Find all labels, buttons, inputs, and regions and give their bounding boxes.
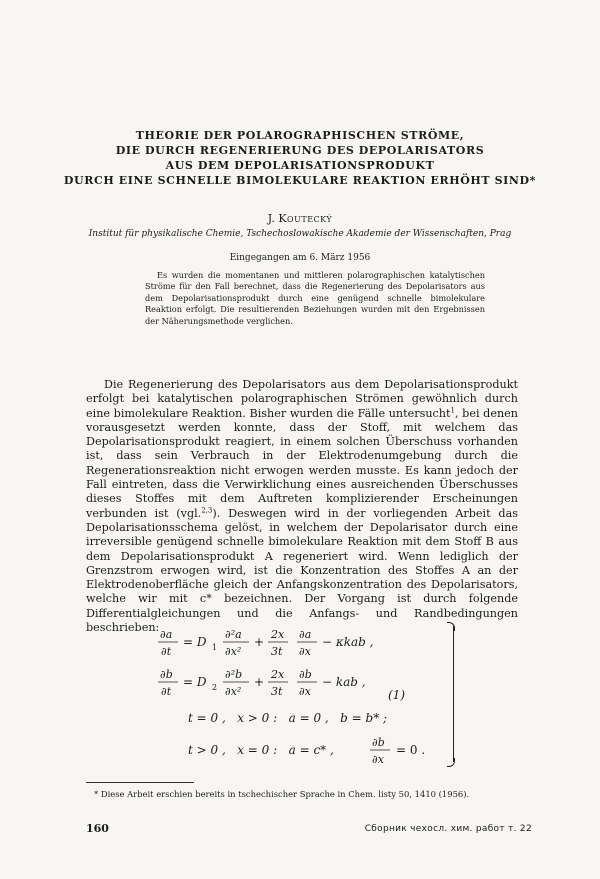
footnote: * Diese Arbeit erschien bereits in tschechischer Sprache in Chem. listy 50, 1410 (1956). [94, 789, 470, 799]
initial-condition: t = 0 , x > 0 : a = 0 , b = b* ; [188, 711, 388, 725]
equation-system [150, 618, 530, 768]
running-footer-journal: Сборник чехосл. хим. работ т. 22 [364, 824, 532, 834]
title-line-3: AUS DEM DEPOLARISATIONSPRODUKT [165, 159, 435, 172]
eq1-coef: = D [183, 635, 207, 649]
eq2-t2-num: 2x [271, 668, 285, 681]
author-initial: J. [267, 212, 275, 225]
eq2-lhs-num: ∂b [160, 668, 173, 681]
brace-bottom [447, 758, 455, 767]
boundary-condition-den: ∂x [372, 753, 384, 766]
eq2-coef: = D [183, 675, 207, 689]
paper-title [50, 128, 550, 188]
eq2-lhs-den: ∂t [161, 685, 172, 698]
body-text [86, 378, 518, 635]
body-part-1: Die Regenerierung des Depolarisators aus dem Depolarisationsprodukt erfolgt bei katalytischen polarographischen Strömen gewöhnlich durch eine bimolekulare Reaktion. Bisher wurden die Fälle untersucht [86, 378, 518, 420]
eq1-t2-num: 2x [271, 628, 285, 641]
body-part-2: , bei denen vorausgesetzt werden konnte, dass der Stoff, mit welchem das Depolarisationsprodukt reagiert, in einem solchen Überschuss vorhanden ist, dass sein Verbrauch in der Elektrodenumgebung durch die Regenerationsreaktion nicht erwogen werden musste. Es kann jedoch der Fall eintreten, dass die Verwirklichung eines ausreichenden Überschusses dieses Stoffes mit dem Auftreten komplizierender Erscheinungen verbunden ist (vgl. [86, 406, 519, 520]
boundary-condition-num: ∂b [372, 736, 385, 749]
abstract [145, 270, 485, 327]
body-paragraph [86, 378, 518, 635]
equation-2 [158, 668, 366, 698]
equation-1 [158, 628, 373, 658]
eq1-lhs-den: ∂t [161, 645, 172, 658]
eq2-t1-num: ∂²b [225, 668, 243, 681]
abstract-text: Es wurden die momentanen und mittleren polarographischen katalytischen Ströme für den Fall berechnet, dass die Regenerierung des Depolarisators aus dem Depolarisationsprodukt durch eine genügend schnelle bimolekulare Reaktion erfolgt. Die resultierenden Beziehungen wurden mit den Ergebnissen der Näherungsmethode verglichen. [145, 270, 485, 326]
eq2-coef-sub: 2 [212, 683, 218, 692]
equation-svg [150, 618, 450, 768]
eq2-t3-den: ∂x [299, 685, 311, 698]
boundary-condition-tail: = 0 . [396, 743, 426, 757]
author-surname: Koutecký [278, 212, 333, 225]
eq1-t1-den: ∂x² [225, 645, 242, 658]
institute: Institut für physikalische Chemie, Tschechoslowakische Akademie der Wissenschaften, Prag [88, 229, 512, 239]
page-number: 160 [86, 822, 109, 835]
boundary-condition [188, 736, 425, 766]
eq2-tail: − kab , [322, 675, 366, 689]
eq1-tail: − κkab , [322, 635, 374, 649]
received-date: Eingegangen am 6. März 1956 [229, 253, 371, 263]
body-part-3: ). Deswegen wird in der vorliegenden Arbeit das Depolarisationsschema gelöst, in welchem der Depolarisator durch eine irreversible genügend schnelle bimolekulare Reaktion mit dem Stoff B aus dem Depolarisationsprodukt A regeneriert wird. Wenn lediglich der Grenzstrom erwogen wird, ist die Konzentration des Stoffes A an der Elektrodenoberfläche gleich der Anfangskonzentration des Depolarisators, welche wir mit c* bezeichnen. Der Vorgang ist durch folgende Differentialgleichungen und die Anfangs- und Randbedingungen beschrieben: [86, 506, 518, 635]
eq1-coef-sub: 1 [212, 643, 218, 652]
eq2-plus: + [254, 675, 265, 689]
reference-2-3: 2,3 [201, 505, 213, 514]
boundary-condition-a: t > 0 , x = 0 : a = c* , [188, 743, 334, 757]
eq1-t2-den: 3t [271, 645, 283, 658]
title-line-4: DURCH EINE SCHNELLE BIMOLEKULARE REAKTION ERHÖHT SIND* [63, 174, 537, 187]
eq2-t1-den: ∂x² [225, 685, 242, 698]
eq2-t2-den: 3t [271, 685, 283, 698]
reference-1: 1 [450, 405, 455, 414]
title-line-2: DIE DURCH REGENERIERUNG DES DEPOLARISATORS [115, 144, 485, 157]
eq1-t3-num: ∂a [299, 628, 312, 641]
footnote-rule [86, 782, 194, 783]
eq1-t3-den: ∂x [299, 645, 311, 658]
eq1-lhs-num: ∂a [160, 628, 173, 641]
system-brace [453, 626, 454, 762]
equation-number: (1) [388, 688, 405, 702]
author [0, 212, 600, 225]
eq1-plus: + [254, 635, 265, 649]
eq1-t1-num: ∂²a [225, 628, 242, 641]
eq2-t3-num: ∂b [299, 668, 312, 681]
title-line-1: THEORIE DER POLAROGRAPHISCHEN STRÖME, [135, 129, 465, 142]
